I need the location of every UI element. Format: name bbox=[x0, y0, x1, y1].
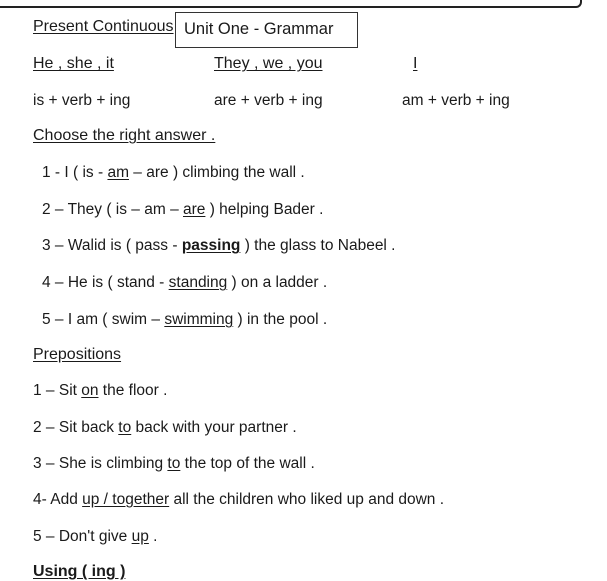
answer: to bbox=[167, 455, 181, 472]
item-text: ) on a ladder . bbox=[227, 274, 328, 291]
answer: up bbox=[131, 528, 149, 545]
item-text: 3 – Walid is ( pass - bbox=[42, 237, 182, 254]
item-text: . bbox=[148, 528, 158, 545]
answer: swimming bbox=[164, 311, 234, 328]
choose-item bbox=[42, 237, 396, 255]
choose-item bbox=[42, 201, 323, 219]
item-text: 3 – She is climbing bbox=[33, 455, 168, 472]
item-text: back with your partner . bbox=[131, 419, 297, 436]
item-text: 4- Add bbox=[33, 491, 83, 508]
item-text: 5 – Don't give bbox=[33, 528, 132, 545]
form-are-verb-ing: are + verb + ing bbox=[214, 92, 323, 109]
answer: standing bbox=[168, 274, 228, 291]
form-is-verb-ing: is + verb + ing bbox=[33, 92, 131, 109]
pronoun-they-we-you: They , we , you bbox=[214, 55, 323, 72]
item-text: ) in the pool . bbox=[233, 311, 328, 328]
item-text: 4 – He is ( stand - bbox=[42, 274, 169, 291]
item-text: the top of the wall . bbox=[180, 455, 315, 472]
item-text: – are ) climbing the wall . bbox=[129, 164, 305, 181]
choose-item bbox=[42, 274, 327, 292]
answer: to bbox=[118, 419, 132, 436]
preposition-item bbox=[33, 491, 444, 509]
preposition-item bbox=[33, 419, 297, 437]
top-border bbox=[0, 0, 582, 8]
choose-item bbox=[42, 311, 327, 329]
unit-title-box: Unit One - Grammar bbox=[175, 12, 358, 48]
answer: up / together bbox=[82, 491, 170, 508]
answer: passing bbox=[181, 237, 241, 254]
item-text: ) helping Bader . bbox=[205, 201, 324, 218]
answer: are bbox=[183, 201, 206, 218]
pronoun-i: I bbox=[413, 55, 418, 72]
item-text: ) the glass to Nabeel . bbox=[240, 237, 396, 254]
choose-item bbox=[42, 164, 305, 182]
preposition-item bbox=[33, 382, 167, 400]
item-text: 5 – I am ( swim – bbox=[42, 311, 165, 328]
item-text: 2 – They ( is – am – bbox=[42, 201, 183, 218]
preposition-item bbox=[33, 528, 157, 546]
section-heading-present-continuous: Present Continuous bbox=[33, 18, 174, 35]
item-text: 2 – Sit back bbox=[33, 419, 119, 436]
item-text: all the children who liked up and down . bbox=[169, 491, 445, 508]
using-ing-heading: Using ( ing ) bbox=[33, 563, 126, 580]
item-text: 1 - I ( is - bbox=[42, 164, 108, 181]
pronoun-he-she-it: He , she , it bbox=[33, 55, 114, 72]
form-am-verb-ing: am + verb + ing bbox=[402, 92, 510, 109]
choose-heading: Choose the right answer . bbox=[33, 127, 216, 144]
prepositions-heading: Prepositions bbox=[33, 346, 122, 363]
item-text: 1 – Sit bbox=[33, 382, 82, 399]
answer: am bbox=[107, 164, 129, 181]
answer: on bbox=[81, 382, 99, 399]
preposition-item bbox=[33, 455, 315, 473]
item-text: the floor . bbox=[98, 382, 168, 399]
